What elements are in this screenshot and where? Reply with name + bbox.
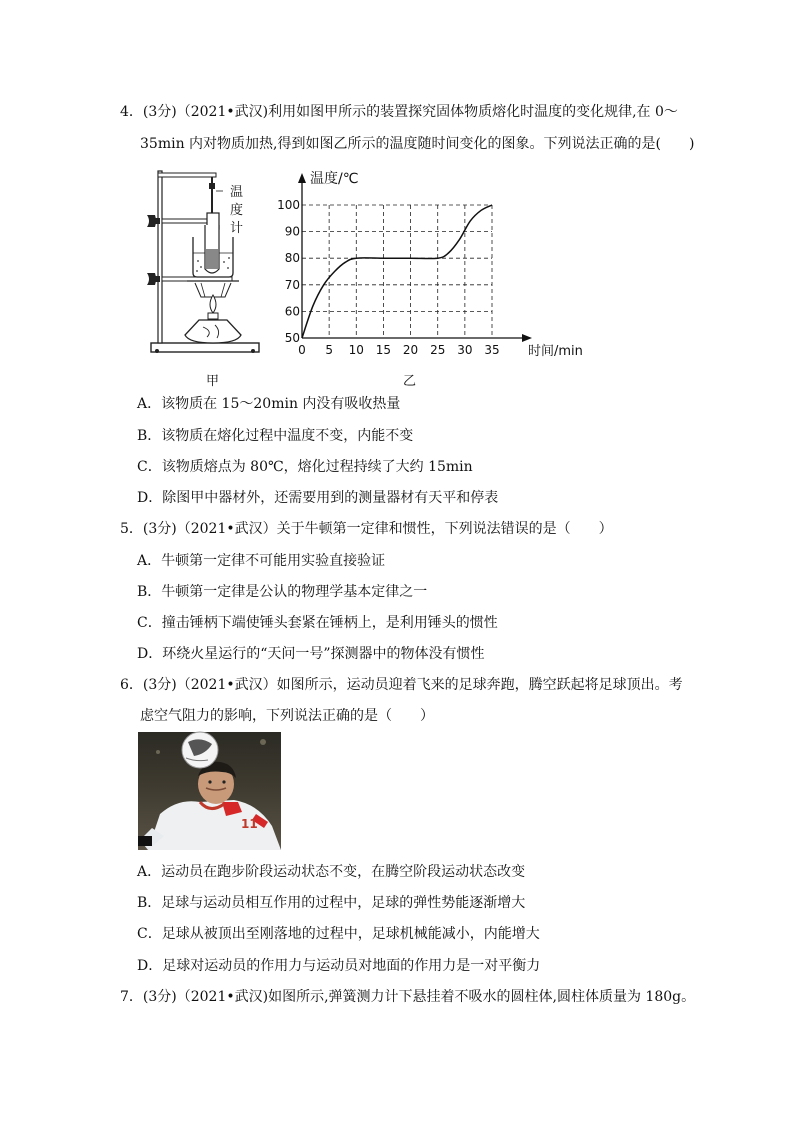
y-tick-label: 90 — [284, 224, 300, 239]
q5-option-c: C．撞击锤柄下端使锤头套紧在锤柄上，是利用锤头的惯性 — [137, 615, 498, 631]
football-header-photo — [138, 732, 281, 850]
q4-option-c: C．该物质熔点为 80℃，熔化过程持续了大约 15min — [137, 459, 473, 475]
stand-rod — [158, 171, 162, 343]
figure-label-yi: 乙 — [403, 374, 417, 389]
y-tick-label: 70 — [284, 277, 300, 292]
x-axis-label: 时间/min — [528, 344, 583, 359]
thermometer-label-char-2: 度 — [230, 203, 244, 218]
q4-stem-line2: 35min 内对物质加热,得到如图乙所示的温度随时间变化的图象。下列说法正确的是( ) — [140, 136, 695, 152]
alcohol-lamp — [185, 320, 241, 343]
temperature-time-chart — [277, 165, 590, 365]
y-tick-label: 60 — [284, 304, 300, 319]
x-tick-label: 0 — [298, 343, 306, 357]
q6-option-d: D．足球对运动员的作用力与运动员对地面的作用力是一对平衡力 — [137, 958, 541, 974]
q5-option-b: B．牛顿第一定律是公认的物理学基本定律之一 — [137, 584, 428, 600]
q5-option-a: A．牛顿第一定律不可能用实验直接验证 — [137, 553, 386, 569]
q6-stem-line2: 虑空气阻力的影响，下列说法正确的是（ ） — [140, 708, 434, 724]
x-tick-label: 10 — [348, 343, 364, 357]
y-tick-label: 50 — [284, 331, 300, 345]
y-tick-label: 100 — [277, 198, 300, 212]
x-tick-label: 20 — [402, 343, 419, 357]
jersey-number: 11 — [241, 817, 258, 831]
q6-option-a: A．运动员在跑步阶段运动状态不变，在腾空阶段运动状态改变 — [137, 864, 526, 880]
q6-stem-line1: 6．(3分)（2021•武汉）如图所示，运动员迎着飞来的足球奔跑，腾空跃起将足球顶出。考 — [120, 677, 683, 693]
stand-base — [151, 343, 259, 352]
q5-option-d: D．环绕火星运行的“天问一号”探测器中的物体没有惯性 — [137, 646, 485, 662]
q4-stem-line1: 4．(3分)（2021•武汉)利用如图甲所示的装置探究固体物质熔化时温度的变化规律,在 0～ — [120, 104, 678, 120]
y-axis-label: 温度/℃ — [310, 171, 359, 187]
q7-stem: 7．(3分)（2021•武汉)如图所示,弹簧测力计下悬挂着不吸水的圆柱体,圆柱体质量为 180g。 — [120, 989, 696, 1005]
y-tick-label: 80 — [284, 251, 300, 266]
temperature-curve — [302, 205, 492, 338]
q4-option-d: D．除图甲中器材外，还需要用到的测量器材有天平和停表 — [137, 490, 499, 506]
q5-stem: 5．(3分)（2021•武汉）关于牛顿第一定律和惯性，下列说法错误的是（ ） — [120, 521, 613, 537]
figure-label-jia: 甲 — [206, 374, 220, 389]
melting-apparatus-figure — [145, 165, 265, 360]
q6-option-c: C．足球从被顶出至刚落地的过程中，足球机械能减小，内能增大 — [137, 926, 540, 942]
x-tick-label: 30 — [457, 343, 473, 357]
q4-option-a: A．该物质在 15～20min 内没有吸收热量 — [137, 396, 401, 412]
thermometer-label-char-3: 计 — [230, 221, 244, 236]
x-tick-label: 25 — [430, 343, 446, 357]
x-tick-label: 5 — [325, 343, 333, 357]
x-axis-arrow — [522, 334, 532, 342]
x-tick-label: 35 — [484, 343, 500, 357]
x-tick-label: 15 — [375, 343, 392, 357]
thermometer-label-char-1: 温 — [230, 185, 244, 200]
q4-option-b: B．该物质在熔化过程中温度不变，内能不变 — [137, 428, 414, 444]
y-axis-arrow — [298, 173, 306, 183]
q6-option-b: B．足球与运动员相互作用的过程中，足球的弹性势能逐渐增大 — [137, 895, 526, 911]
